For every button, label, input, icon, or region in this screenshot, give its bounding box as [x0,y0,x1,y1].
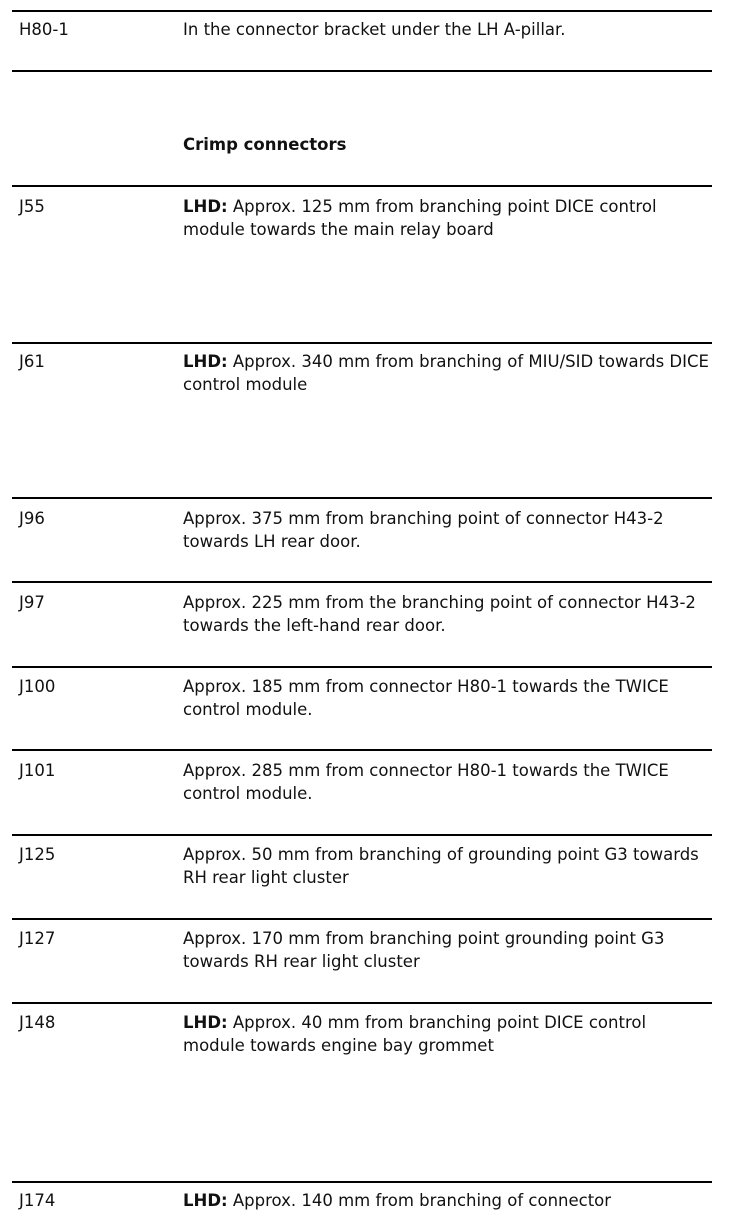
connector-location [183,927,713,973]
connector-id: J97 [19,593,45,612]
connector-id: J101 [19,761,56,780]
location-text: Approx. 170 mm from branching point grounding point G3 towards RH rear light cluster [183,929,665,971]
row-divider [12,1181,712,1183]
location-text: Approx. 375 mm from branching point of connector H43-2 towards LH rear door. [183,509,664,551]
row-divider [12,918,712,920]
row-divider [12,497,712,499]
row-divider [12,342,712,344]
connector-location [183,1189,713,1212]
location-text: Approx. 285 mm from connector H80-1 towards the TWICE control module. [183,761,669,803]
connector-id: J148 [19,1013,56,1032]
connector-location [183,591,713,637]
row-divider [12,70,712,72]
lhd-label: LHD: [183,352,228,371]
connector-location [183,195,713,241]
connector-location [183,1011,713,1057]
lhd-label: LHD: [183,1013,228,1032]
connector-location [183,507,713,553]
connector-location [183,675,713,721]
connector-id: J96 [19,509,45,528]
lhd-label: LHD: [183,197,228,216]
row-divider [12,666,712,668]
location-text: Approx. 185 mm from connector H80-1 towards the TWICE control module. [183,677,669,719]
row-divider [12,749,712,751]
location-text: Approx. 340 mm from branching of MIU/SID towards DICE control module [183,352,709,394]
connector-id: J125 [19,845,56,864]
connector-id: J174 [19,1191,56,1210]
connector-location [183,843,713,889]
row-divider [12,581,712,583]
connector-location [183,759,713,805]
connector-location: In the connector bracket under the LH A-pillar. [183,20,566,39]
lhd-label: LHD: [183,1191,228,1210]
location-text: Approx. 140 mm from branching of connector [227,1191,612,1210]
location-text: Approx. 50 mm from branching of grounding point G3 towards RH rear light cluster [183,845,699,887]
connector-id: J100 [19,677,56,696]
connector-location [183,350,713,396]
row-divider [12,10,712,12]
location-text: Approx. 225 mm from the branching point of connector H43-2 towards the left-hand rear door. [183,593,696,635]
row-divider [12,1002,712,1004]
location-text: Approx. 125 mm from branching point DICE control module towards the main relay board [183,197,657,239]
row-divider [12,834,712,836]
connector-id: H80-1 [19,20,69,39]
section-title: Crimp connectors [183,135,347,154]
connector-id: J127 [19,929,56,948]
connector-id: J55 [19,197,45,216]
connector-id: J61 [19,352,45,371]
row-divider [12,185,712,187]
location-text: Approx. 40 mm from branching point DICE control module towards engine bay grommet [183,1013,647,1055]
